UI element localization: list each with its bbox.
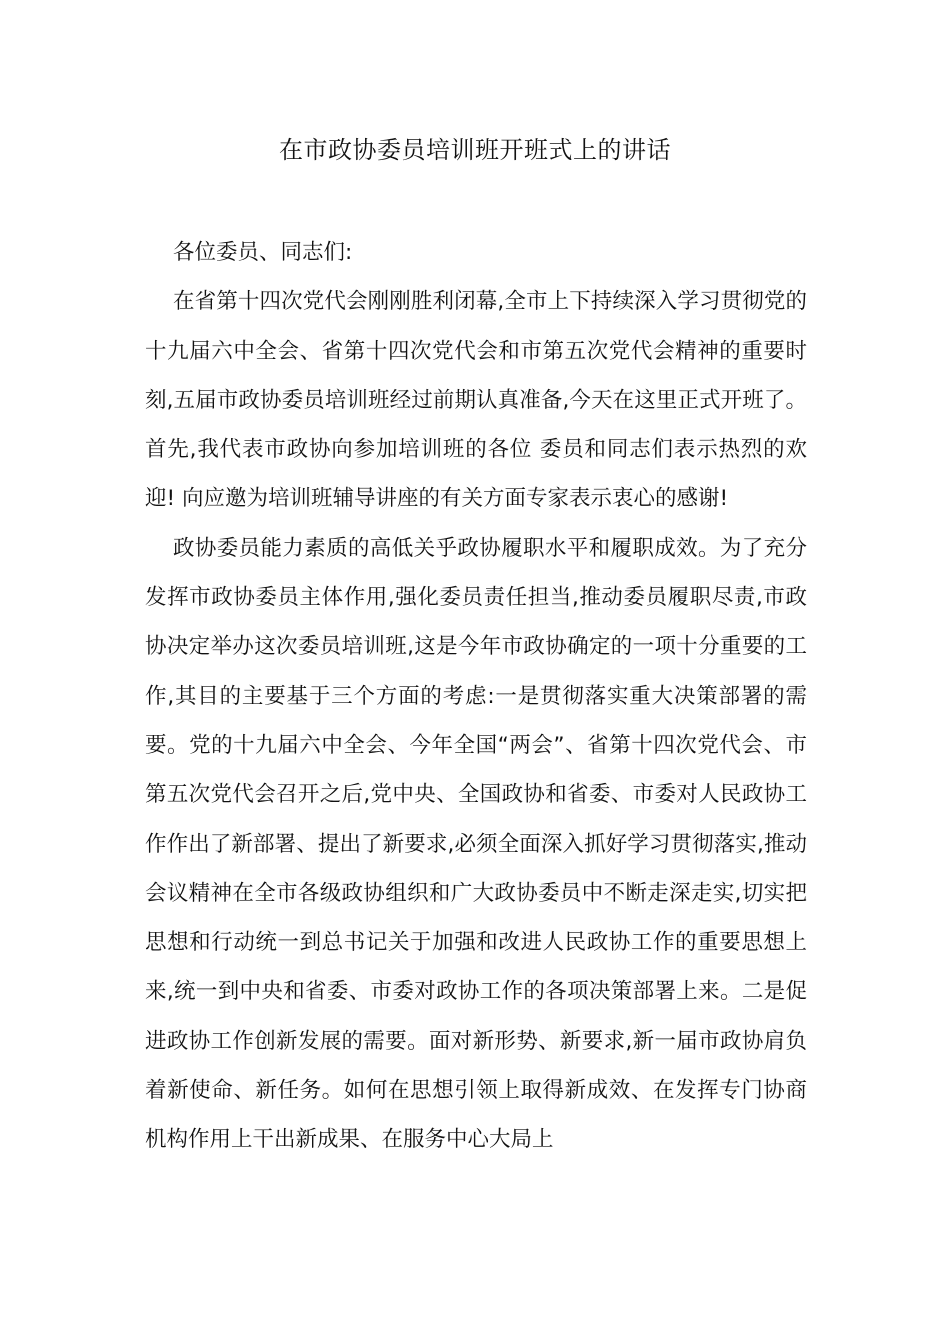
paragraph-1: 在省第十四次党代会刚刚胜利闭幕,全市上下持续深入学习贯彻党的十九届六中全会、省第十四次党代会和市第五次党代会精神的重要时刻,五届市政协委员培训班经过前期认真准备,今天在这里正式开班了。首先,我代表市政协向参加培训班的各位 委员和同志们表示热烈的欢迎! 向应邀为培训班辅导讲座的有关方面专家表示衷心的感谢! <box>145 289 807 512</box>
paragraph-2: 政协委员能力素质的高低关乎政协履职水平和履职成效。为了充分发挥市政协委员主体作用,强化委员责任担当,推动委员履职尽责,市政协决定举办这次委员培训班,这是今年市政协确定的一项十分重要的工作,其目的主要基于三个方面的考虑:一是贯彻落实重大决策部署的需要。党的十九届六中全会、今年全国“两会”、省第十四次党代会、市第五次党代会召开之后,党中央、全国政协和省委、市委对人民政协工作作出了新部署、提出了新要求,必须全面深入抓好学习贯彻落实,推动会议精神在全市各级政协组织和广大政协委员中不断走深走实,切实把思想和行动统一到总书记关于加强和改进人民政协工作的重要思想上来,统一到中央和省委、市委对政协工作的各项决策部署上来。二是促进政协工作创新发展的需要。面对新形势、新要求,新一届市政协肩负着新使命、新任务。如何在思想引领上取得新成效、在发挥专门协商机构作用上干出新成果、在服务中心大局上 <box>145 535 807 1153</box>
document-title: 在市政协委员培训班开班式上的讲话 <box>279 136 671 164</box>
document-body <box>145 228 807 1165</box>
greeting: 各位委员、同志们: <box>173 240 353 265</box>
